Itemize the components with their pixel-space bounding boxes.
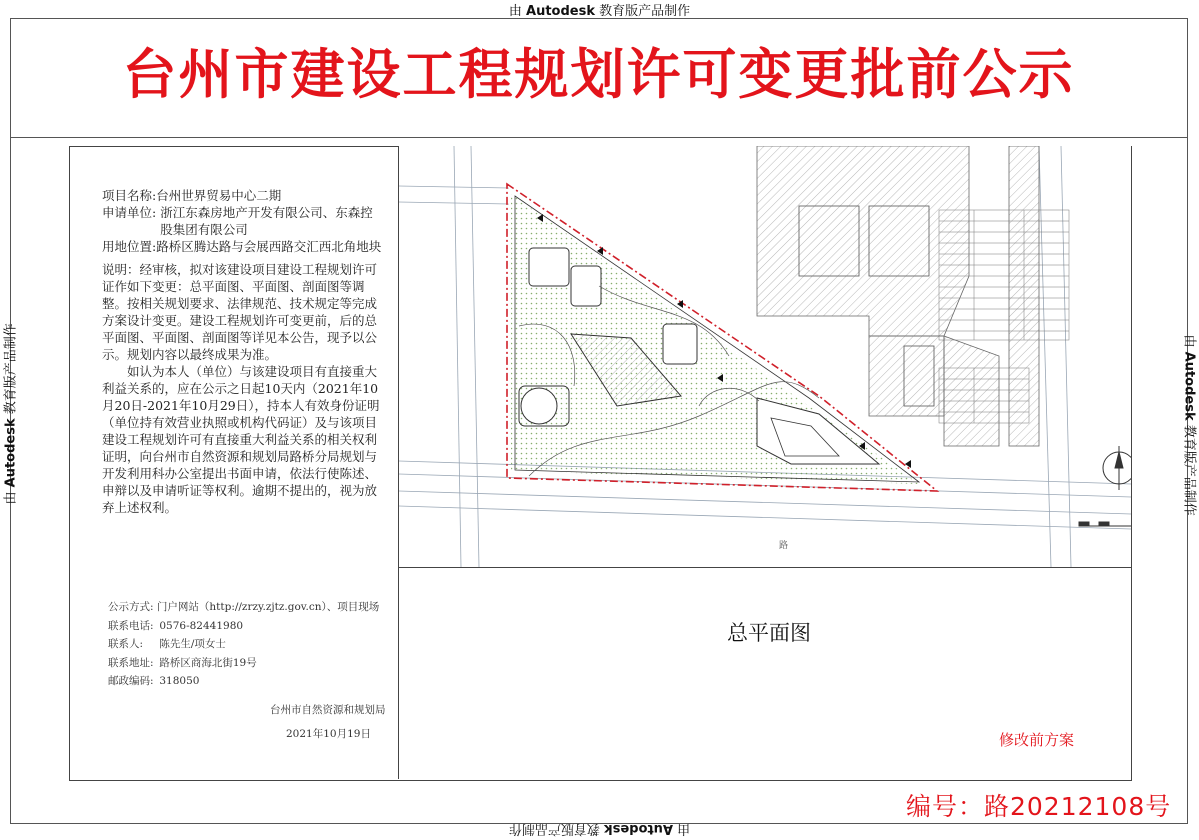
notice-text xyxy=(102,187,384,516)
address-label: 联系地址: xyxy=(108,654,156,673)
scheme-status: 修改前方案 xyxy=(999,729,1074,750)
phone-label: 联系电话: xyxy=(108,617,156,636)
watermark-bottom: 由 Autodesk 教育版产品制作 xyxy=(0,821,1199,840)
applicant-row xyxy=(102,204,384,238)
issue-date: 2021年10月19日 xyxy=(286,726,371,741)
channels-line xyxy=(108,598,379,617)
contact-info xyxy=(108,598,379,691)
road-label: 路 xyxy=(779,539,788,551)
title-divider xyxy=(10,137,1187,138)
site-plan-svg xyxy=(399,146,1131,567)
podium-building xyxy=(757,398,879,464)
person-value: 陈先生/项女士 xyxy=(159,638,226,650)
watermark-right: 由 Autodesk 教育版产品制作 xyxy=(1182,335,1199,505)
issuer: 台州市自然资源和规划局 xyxy=(270,702,386,717)
site-label: 用地位置: xyxy=(102,238,156,255)
scale-bar xyxy=(1079,522,1131,526)
applicant-label: 申请单位: xyxy=(102,204,156,238)
address-line xyxy=(108,654,379,673)
site-location: 路桥区腾达路与会展西路交汇西北角地块 xyxy=(156,238,381,255)
person-label: 联系人: xyxy=(108,635,156,654)
applicant: 浙江东森房地产开发有限公司、东森控股集团有限公司 xyxy=(156,204,384,238)
notice-paragraph-2: 如认为本人（单位）与该建设项目有直接重大利益关系的，应在公示之日起10天内（2021年10月20日-2021年10月29日），持本人有效身份证明（单位持有效营业执照或机构代码证）及与该项目建设工程规划许可有直接重大利益关系的相关权利证明，向台州市自然资源和规划局路桥分局规划与开发利用科办公室提出书面申请，依法行使陈述、申辩以及申请听证等权利。逾期不提出的，视为放弃上述权利。 xyxy=(102,363,384,516)
project-name: 台州世界贸易中心二期 xyxy=(156,187,281,204)
drawing-caption: 总平面图 xyxy=(727,617,811,647)
postcode-value: 318050 xyxy=(159,675,199,687)
postcode-label: 邮政编码: xyxy=(108,672,156,691)
phone-value: 0576-82441980 xyxy=(159,620,243,632)
project-name-row xyxy=(102,187,384,204)
postcode-line xyxy=(108,672,379,691)
notice-paragraph-1: 说明：经审核，拟对该建设项目建设工程规划许可证作如下变更：总平面图、平面图、剖面图等调整。按相关规划要求、法律规范、技术规定等完成方案设计变更。建设工程规划许可变更前，后的总平面图、平面图、剖面图等详见本公告，现予以公示。规划内容以最终成果为准。 xyxy=(102,261,384,363)
watermark-top: 由 Autodesk 教育版产品制作 xyxy=(0,0,1199,19)
page-title: 台州市建设工程规划许可变更批前公示 xyxy=(10,32,1187,109)
person-line xyxy=(108,635,379,654)
watermark-left: 由 Autodesk 教育版产品制作 xyxy=(0,335,19,505)
phone-line xyxy=(108,617,379,636)
channels-label: 公示方式: xyxy=(108,601,154,613)
channels-value: 门户网站（http://zrzy.zjtz.gov.cn）、项目现场 xyxy=(157,601,379,613)
project-name-label: 项目名称: xyxy=(102,187,156,204)
document-number: 编号：路20212108号 xyxy=(906,787,1171,823)
site-plan-drawing xyxy=(398,146,1131,568)
site-row xyxy=(102,238,384,255)
address-value: 路桥区商海北街19号 xyxy=(159,657,256,669)
